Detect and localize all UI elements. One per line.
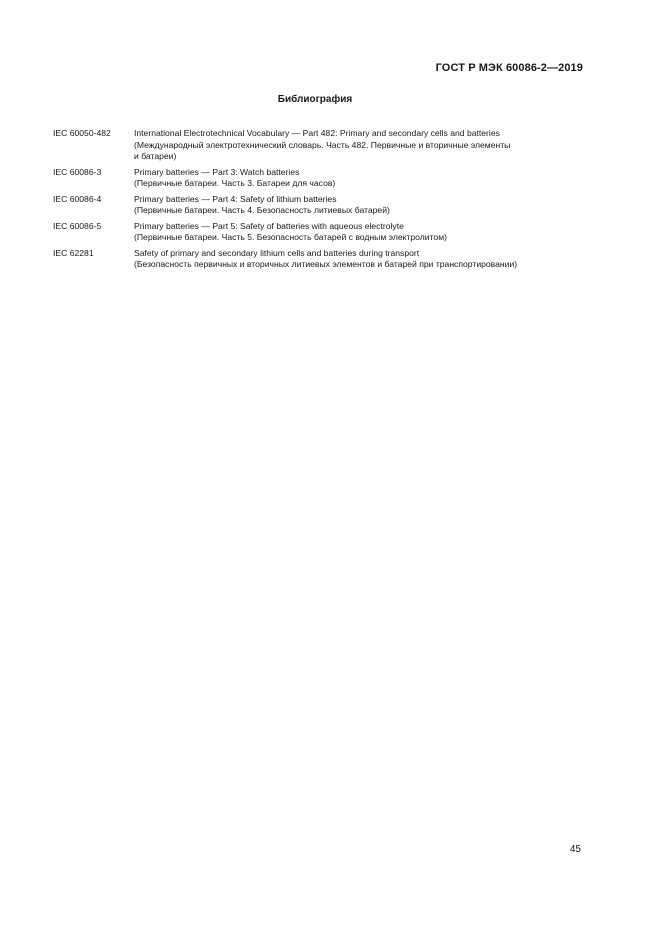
reference-item (53, 221, 593, 244)
reference-line: (Международный электротехнический словарь. Часть 482. Первичные и вторичные элементы (134, 139, 511, 150)
standard-designation: ГОСТ Р МЭК 60086-2—2019 (435, 62, 583, 74)
reference-text (134, 248, 593, 271)
reference-text (134, 221, 593, 244)
reference-line: International Electrotechnical Vocabulary — Part 482: Primary and secondary cells and batteries (134, 128, 500, 138)
reference-item (53, 167, 593, 190)
page-number: 45 (569, 844, 581, 855)
reference-text (134, 194, 593, 217)
reference-list (53, 128, 593, 275)
reference-code: IEC 60086-4 (53, 193, 102, 204)
bibliography-title: Библиография (277, 94, 353, 105)
reference-item (53, 194, 593, 217)
reference-text (134, 167, 593, 190)
reference-line: Safety of primary and secondary lithium cells and batteries during transport (134, 247, 420, 258)
reference-line: Primary batteries — Part 5: Safety of batteries with aqueous electrolyte (134, 220, 404, 231)
reference-code: IEC 60050-482 (53, 128, 111, 138)
reference-code: IEC 60086-5 (53, 220, 102, 231)
reference-code: IEC 62281 (53, 247, 94, 258)
reference-code: IEC 60086-3 (53, 166, 102, 177)
reference-text (134, 128, 593, 163)
reference-line: Primary batteries — Part 3: Watch batteries (134, 166, 300, 177)
reference-line: (Безопасность первичных и вторичных литиевых элементов и батарей при транспортировании) (134, 259, 518, 269)
reference-line: (Первичные батареи. Часть 4. Безопасность литиевых батарей) (134, 205, 390, 215)
reference-line: (Первичные батареи. Часть 5. Безопасность батарей с водным электролитом) (134, 232, 447, 242)
reference-item (53, 128, 593, 163)
reference-item (53, 248, 593, 271)
reference-line: (Первичные батареи. Часть 3. Батареи для часов) (134, 178, 336, 188)
reference-line: и батареи) (134, 151, 177, 161)
reference-line: Primary batteries — Part 4: Safety of lithium batteries (134, 193, 337, 204)
